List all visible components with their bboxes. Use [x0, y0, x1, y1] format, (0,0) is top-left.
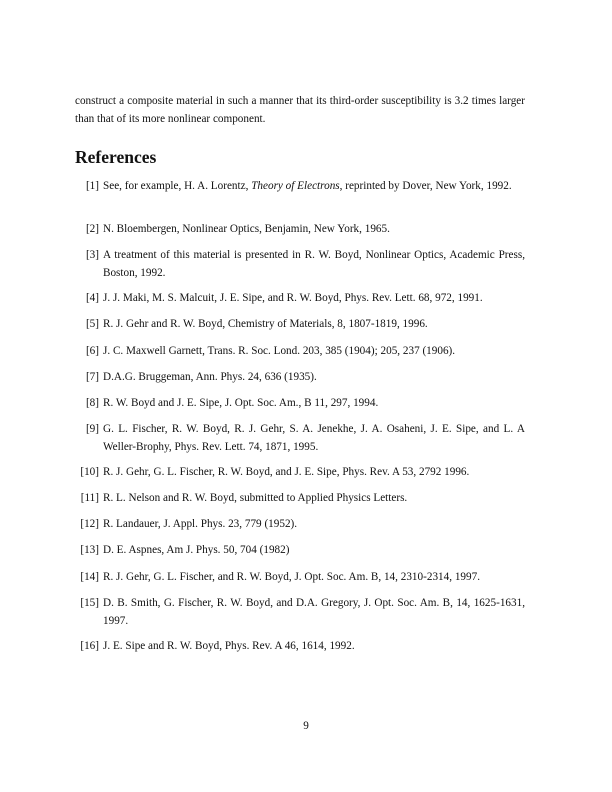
reference-number: [9] [85, 423, 99, 435]
reference-number: [13] [80, 544, 99, 556]
reference-item [75, 395, 525, 413]
reference-text: J. E. Sipe and R. W. Boyd, Phys. Rev. A 46, 1614, 1992. [103, 640, 355, 652]
reference-item [75, 542, 525, 560]
reference-number: [5] [85, 318, 99, 330]
reference-number: [16] [80, 640, 99, 652]
reference-item [75, 569, 525, 587]
reference-number: [15] [80, 597, 99, 609]
reference-text: D. E. Aspnes, Am J. Phys. 50, 704 (1982) [103, 544, 290, 556]
reference-item [75, 290, 525, 308]
reference-text: G. L. Fischer, R. W. Boyd, R. J. Gehr, S. A. Jenekhe, J. A. Osaheni, J. E. Sipe, and L. A Weller-Brophy, Phys. Rev. Lett. 74, 1871, 1995. [103, 423, 525, 453]
reference-item [75, 247, 525, 282]
reference-item [75, 421, 525, 456]
reference-number: [11] [80, 492, 99, 504]
reference-item [75, 369, 525, 387]
reference-number: [10] [80, 466, 99, 478]
reference-text: R. W. Boyd and J. E. Sipe, J. Opt. Soc. Am., B 11, 297, 1994. [103, 397, 379, 409]
reference-item [75, 516, 525, 534]
reference-text: D. B. Smith, G. Fischer, R. W. Boyd, and D.A. Gregory, J. Opt. Soc. Am. B, 14, 1625-1631, 1997. [103, 597, 525, 627]
reference-number: [7] [85, 371, 99, 383]
reference-number: [2] [85, 223, 99, 235]
page-number: 9 [303, 720, 309, 732]
reference-text: J. C. Maxwell Garnett, Trans. R. Soc. Lond. 203, 385 (1904); 205, 237 (1906). [103, 345, 456, 357]
reference-item [75, 221, 525, 239]
reference-text: R. J. Gehr and R. W. Boyd, Chemistry of Materials, 8, 1807-1819, 1996. [103, 318, 428, 330]
reference-number: [1] [85, 180, 99, 192]
reference-item [75, 343, 525, 361]
reference-text: D.A.G. Bruggeman, Ann. Phys. 24, 636 (1935). [103, 371, 317, 383]
reference-number: [12] [80, 518, 99, 530]
reference-text: A treatment of this material is presented in R. W. Boyd, Nonlinear Optics, Academic Press, Boston, 1992. [103, 249, 525, 279]
reference-item [75, 595, 525, 630]
reference-item [75, 464, 525, 482]
reference-number: [8] [85, 397, 99, 409]
reference-number: [4] [85, 292, 99, 304]
reference-text: R. Landauer, J. Appl. Phys. 23, 779 (1952). [103, 518, 298, 530]
reference-text: See, for example, H. A. Lorentz, Theory of Electrons, reprinted by Dover, New York, 1992. [103, 180, 512, 192]
reference-text: R. L. Nelson and R. W. Boyd, submitted to Applied Physics Letters. [103, 492, 408, 504]
reference-number: [14] [80, 571, 99, 583]
book-title: Theory of Electrons [251, 180, 340, 192]
reference-text: R. J. Gehr, G. L. Fischer, R. W. Boyd, and J. E. Sipe, Phys. Rev. A 53, 2792 1996. [103, 466, 470, 478]
reference-number: [3] [85, 249, 99, 261]
reference-item [75, 178, 525, 196]
reference-text: J. J. Maki, M. S. Malcuit, J. E. Sipe, and R. W. Boyd, Phys. Rev. Lett. 68, 972, 1991. [103, 292, 483, 304]
references-heading: References [75, 147, 157, 167]
intro-paragraph: construct a composite material in such a manner that its third-order susceptibility is 3.2 times larger than that of its more nonlinear component. [75, 95, 525, 125]
reference-text: N. Bloembergen, Nonlinear Optics, Benjamin, New York, 1965. [103, 223, 390, 235]
reference-item [75, 316, 525, 334]
reference-text: R. J. Gehr, G. L. Fischer, and R. W. Boyd, J. Opt. Soc. Am. B, 14, 2310-2314, 1997. [103, 571, 480, 583]
reference-item [75, 490, 525, 508]
reference-item [75, 638, 525, 656]
reference-number: [6] [85, 345, 99, 357]
